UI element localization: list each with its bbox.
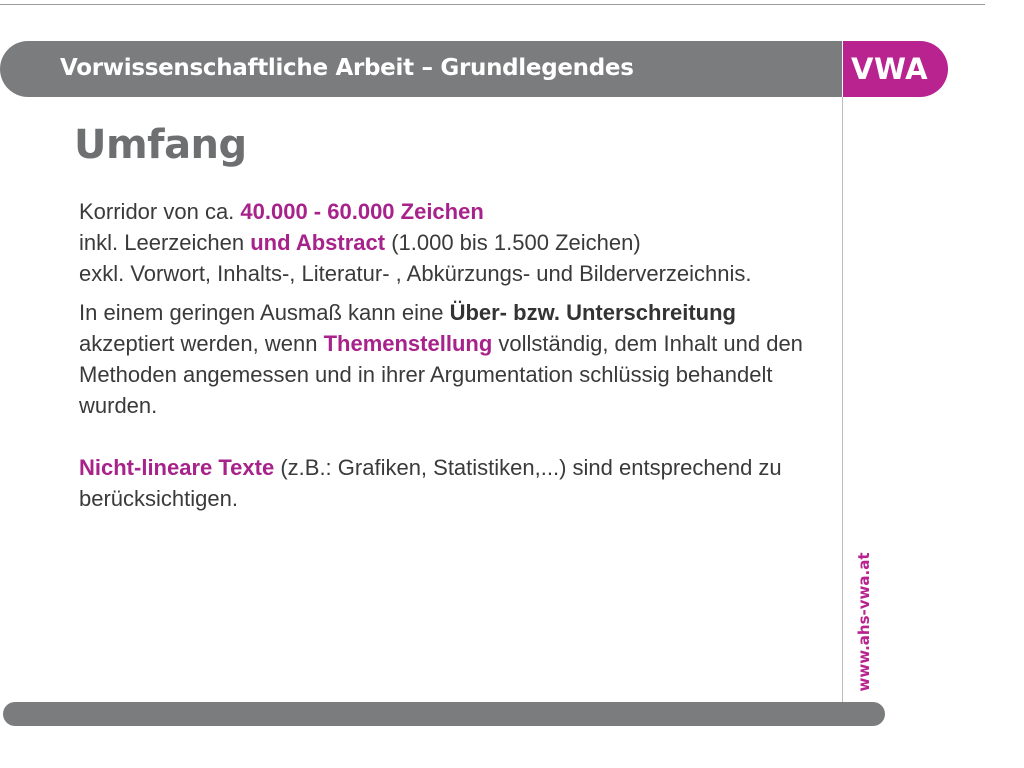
text: (1.000 bis 1.500 Zeichen) [385,230,641,255]
text: vollständig, dem Inhalt und den Methoden angemessen und in ihrer Argumentation schlüssig behandelt wurden. [79,331,803,418]
slide-content [79,196,819,514]
paragraph-nonlinear [79,452,819,514]
text: In einem geringen Ausmaß kann eine [79,300,450,325]
highlight-nonlinear-texts: Nicht-lineare Texte [79,455,275,480]
paragraph-tolerance [79,297,819,421]
text: (z.B.: Grafiken, Statistiken,...) sind entsprechend zu berücksichtigen. [79,455,782,511]
text: inkl. Leerzeichen [79,230,251,255]
vwa-logo-badge [843,41,948,97]
header-bar [0,41,842,97]
text: Korridor von ca. [79,199,241,224]
bold-over-under: Über- bzw. Unterschreitung [449,300,736,325]
header-title: Vorwissenschaftliche Arbeit – Grundlegendes [60,55,634,81]
paragraph-scope [79,196,819,289]
top-divider [0,4,985,5]
website-url: www.ahs-vwa.at [855,552,873,692]
highlight-topic: Themenstellung [323,331,493,356]
highlight-abstract: und Abstract [250,230,386,255]
footer-bar [3,702,885,726]
text: exkl. Vorwort, Inhalts-, Literatur- , Abkürzungs- und Bilderverzeichnis. [79,261,752,286]
vertical-divider [842,97,843,725]
text: akzeptiert werden, wenn [79,331,324,356]
slide-title: Umfang [74,122,247,168]
vwa-logo-text: VWA [851,52,929,86]
highlight-character-range: 40.000 - 60.000 Zeichen [240,199,484,224]
